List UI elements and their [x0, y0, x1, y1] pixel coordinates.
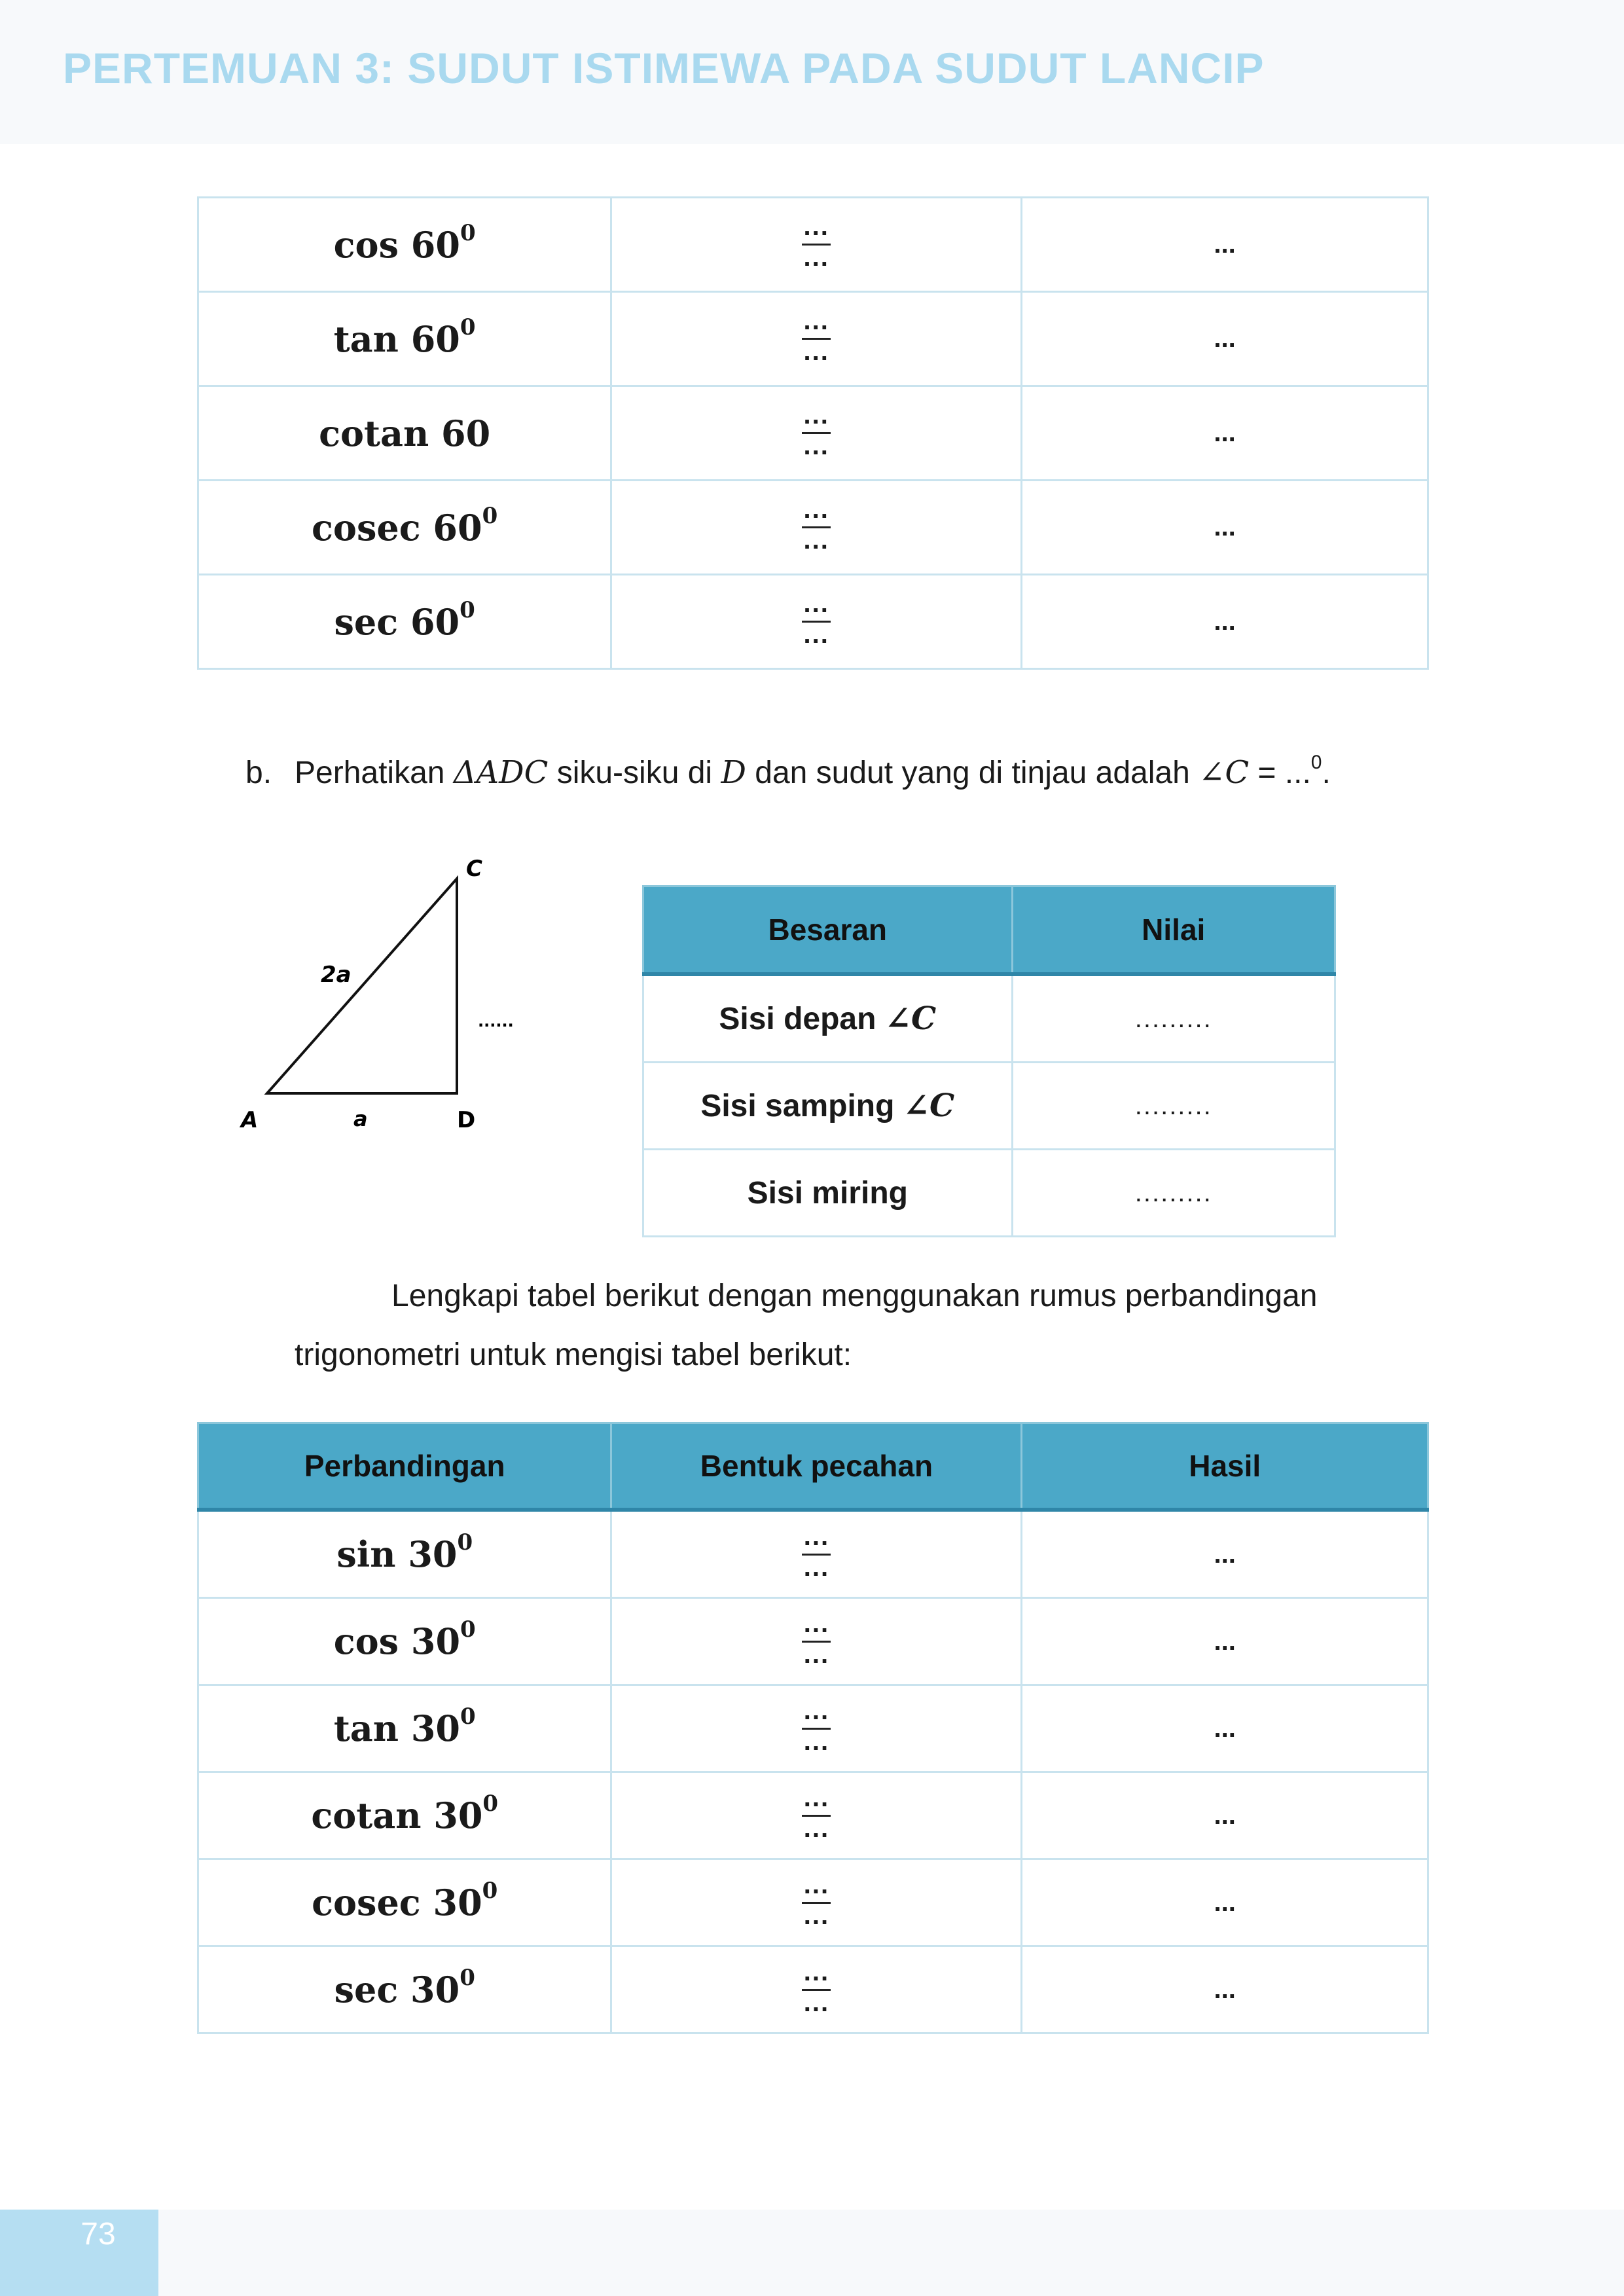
hypotenuse-label: 2a	[321, 962, 352, 988]
angle-value: 60	[410, 223, 460, 266]
table-row	[198, 1946, 1428, 2033]
function-cell	[198, 1510, 611, 1598]
nilai-cell: .........	[1012, 974, 1335, 1063]
function-cell	[198, 575, 611, 669]
header-besaran: Besaran	[643, 886, 1013, 975]
table-row	[198, 198, 1428, 292]
angle-value: 30	[410, 1620, 461, 1662]
fraction-denominator: ...	[803, 1639, 830, 1669]
header-hasil: Hasil	[1022, 1423, 1428, 1510]
result-cell: ...	[1022, 481, 1428, 575]
table-row	[198, 575, 1428, 669]
trig-expression	[333, 314, 476, 360]
fraction-numerator: ...	[803, 589, 829, 618]
trig-expression	[336, 1529, 473, 1575]
table-row	[198, 481, 1428, 575]
function-name: sin	[336, 1533, 396, 1575]
result-cell: ...	[1022, 1685, 1428, 1772]
fraction-denominator: ...	[803, 1552, 830, 1582]
fraction-denominator: ...	[803, 1813, 830, 1843]
table-row	[643, 1150, 1335, 1237]
besaran-cell	[643, 1150, 1013, 1237]
fraction-numerator: ...	[803, 401, 829, 429]
function-name: tan	[333, 1707, 399, 1749]
fraction-numerator: ...	[803, 1522, 830, 1551]
fraction-numerator: ...	[803, 495, 829, 524]
degree-sup: 0	[482, 502, 498, 529]
besaran-label: Sisi samping	[700, 1089, 903, 1123]
fraction-cell	[611, 575, 1022, 669]
function-cell	[198, 1685, 611, 1772]
fraction-denominator: ...	[803, 1901, 830, 1930]
function-name: sec	[334, 1969, 399, 2011]
fraction-denominator: ...	[803, 1726, 830, 1756]
fraction-denominator: ...	[803, 431, 829, 460]
function-cell	[198, 1772, 611, 1859]
degree-sup: 0	[457, 1529, 473, 1556]
degree-sup: 0	[460, 1704, 476, 1730]
fraction-cell	[611, 198, 1022, 292]
vertex-symbol: D	[721, 754, 746, 791]
fraction	[802, 1783, 831, 1843]
footer-band	[0, 2210, 1624, 2296]
table-row	[198, 1510, 1428, 1598]
fraction-numerator: ...	[803, 306, 829, 335]
trig-expression	[311, 1791, 499, 1836]
angle-symbol: ∠C	[903, 1087, 955, 1124]
angle-value: 30	[410, 1707, 460, 1749]
result-cell: ...	[1022, 1510, 1428, 1598]
fraction	[802, 306, 831, 366]
degree-sup: 0	[482, 1878, 498, 1904]
fraction-denominator: ...	[803, 620, 829, 649]
angle-value: 30	[410, 1969, 460, 2011]
triangle-symbol: ΔADC	[453, 754, 549, 791]
fraction-numerator: ...	[803, 1696, 830, 1725]
fraction-numerator: ...	[803, 1609, 830, 1638]
page-number: 73	[81, 2217, 116, 2251]
text-segment: .	[1322, 756, 1331, 790]
function-cell	[198, 198, 611, 292]
angle-value: 60	[410, 318, 460, 360]
result-cell: ...	[1022, 1946, 1428, 2033]
vertex-a-label: A	[241, 1107, 259, 1133]
table-row	[198, 1685, 1428, 1772]
table-row	[198, 292, 1428, 386]
result-cell: ...	[1022, 1859, 1428, 1946]
degree-sup: 0	[460, 314, 476, 340]
trig-expression	[334, 596, 475, 643]
besaran-cell	[643, 1063, 1013, 1150]
text-segment: siku-siku di	[548, 756, 721, 790]
fraction	[802, 589, 831, 649]
nilai-cell: .........	[1012, 1150, 1335, 1237]
trig-expression	[312, 502, 498, 549]
fraction-denominator: ...	[803, 337, 829, 366]
besaran-table	[642, 885, 1336, 1237]
function-name: cosec	[312, 1882, 421, 1923]
angle-value: 60	[433, 506, 482, 549]
angle-value: 30	[433, 1882, 482, 1923]
table-row	[643, 1063, 1335, 1150]
function-name: cotan	[319, 412, 429, 454]
header-nilai: Nilai	[1012, 886, 1335, 975]
trig-table-30	[197, 1422, 1429, 2034]
degree-sup: 0	[460, 219, 476, 246]
result-cell: ...	[1022, 292, 1428, 386]
text-segment: = ...	[1249, 756, 1311, 790]
table-row	[198, 1598, 1428, 1685]
section-b-text	[245, 754, 1331, 791]
vertex-c-label: C	[466, 856, 482, 882]
function-name: cos	[333, 223, 399, 266]
fraction-numerator: ...	[803, 1870, 830, 1899]
degree-sup: 0	[482, 1791, 499, 1817]
angle-symbol: ∠C	[884, 1000, 937, 1037]
degree-sup: 0	[460, 1616, 476, 1643]
angle-value: 60	[441, 412, 491, 454]
function-name: cos	[333, 1620, 399, 1662]
fraction-numerator: ...	[803, 212, 829, 241]
function-name: cotan	[311, 1795, 422, 1836]
degree-sup: 0	[1310, 752, 1322, 773]
table-row	[198, 1859, 1428, 1946]
text-segment: dan sudut yang di tinjau adalah	[746, 756, 1199, 790]
fraction	[802, 401, 831, 460]
function-cell	[198, 1859, 611, 1946]
besaran-cell	[643, 974, 1013, 1063]
angle-symbol: ∠C	[1199, 754, 1250, 791]
header-perbandingan: Perbandingan	[198, 1423, 611, 1510]
degree-sup: 0	[460, 596, 475, 623]
fraction-cell	[611, 481, 1022, 575]
fraction	[802, 1870, 831, 1930]
table-row	[198, 386, 1428, 481]
fraction-denominator: ...	[803, 526, 829, 555]
nilai-cell: .........	[1012, 1063, 1335, 1150]
function-cell	[198, 1598, 611, 1685]
angle-value: 30	[408, 1533, 458, 1575]
trig-expression	[319, 412, 490, 454]
fraction-cell	[611, 1510, 1022, 1598]
angle-value: 30	[433, 1795, 483, 1836]
fraction	[802, 212, 831, 272]
fraction-cell	[611, 1685, 1022, 1772]
trig-table-60	[197, 196, 1429, 670]
fraction-numerator: ...	[803, 1957, 830, 1986]
fraction-cell	[611, 1598, 1022, 1685]
table-row	[198, 1772, 1428, 1859]
fraction-cell	[611, 386, 1022, 481]
fraction	[802, 1696, 831, 1756]
fraction	[802, 495, 831, 555]
function-name: sec	[334, 600, 399, 643]
fraction-denominator: ...	[803, 1988, 830, 2017]
trig-expression	[333, 1704, 476, 1749]
fraction-cell	[611, 1772, 1022, 1859]
result-cell: ...	[1022, 575, 1428, 669]
angle-value: 60	[410, 600, 460, 643]
fraction-cell	[611, 1859, 1022, 1946]
trig-expression	[333, 219, 476, 266]
instruction-line-2: trigonometri untuk mengisi tabel berikut:	[295, 1338, 852, 1372]
fraction-numerator: ...	[803, 1783, 830, 1812]
table-row	[643, 974, 1335, 1063]
triangle-shape	[267, 879, 457, 1093]
besaran-label: Sisi miring	[747, 1176, 908, 1211]
result-cell: ...	[1022, 386, 1428, 481]
fraction	[802, 1609, 831, 1669]
side-label: ......	[478, 1012, 514, 1030]
result-cell: ...	[1022, 198, 1428, 292]
besaran-label: Sisi depan	[719, 1002, 885, 1036]
fraction-denominator: ...	[803, 243, 829, 272]
degree-sup: 0	[460, 1965, 475, 1991]
page-title: PERTEMUAN 3: SUDUT ISTIMEWA PADA SUDUT LANCIP	[63, 44, 1265, 92]
section-b-label: b.	[245, 756, 272, 790]
fraction	[802, 1957, 831, 2017]
function-name: cosec	[312, 506, 421, 549]
base-label: a	[353, 1106, 368, 1131]
result-cell: ...	[1022, 1772, 1428, 1859]
trig-expression	[312, 1878, 498, 1923]
vertex-d-label: D	[457, 1107, 476, 1133]
function-cell	[198, 1946, 611, 2033]
function-name: tan	[333, 318, 399, 360]
result-cell: ...	[1022, 1598, 1428, 1685]
text-segment: Perhatikan	[295, 756, 454, 790]
trig-expression	[333, 1616, 476, 1662]
function-cell	[198, 386, 611, 481]
function-cell	[198, 481, 611, 575]
trig-expression	[334, 1965, 475, 2011]
fraction-cell	[611, 292, 1022, 386]
fraction-cell	[611, 1946, 1022, 2033]
function-cell	[198, 292, 611, 386]
fraction	[802, 1522, 831, 1582]
instruction-line-1: Lengkapi tabel berikut dengan menggunakan rumus perbandingan	[391, 1279, 1318, 1313]
header-bentuk-pecahan: Bentuk pecahan	[611, 1423, 1022, 1510]
triangle-adc-diagram	[223, 845, 563, 1146]
